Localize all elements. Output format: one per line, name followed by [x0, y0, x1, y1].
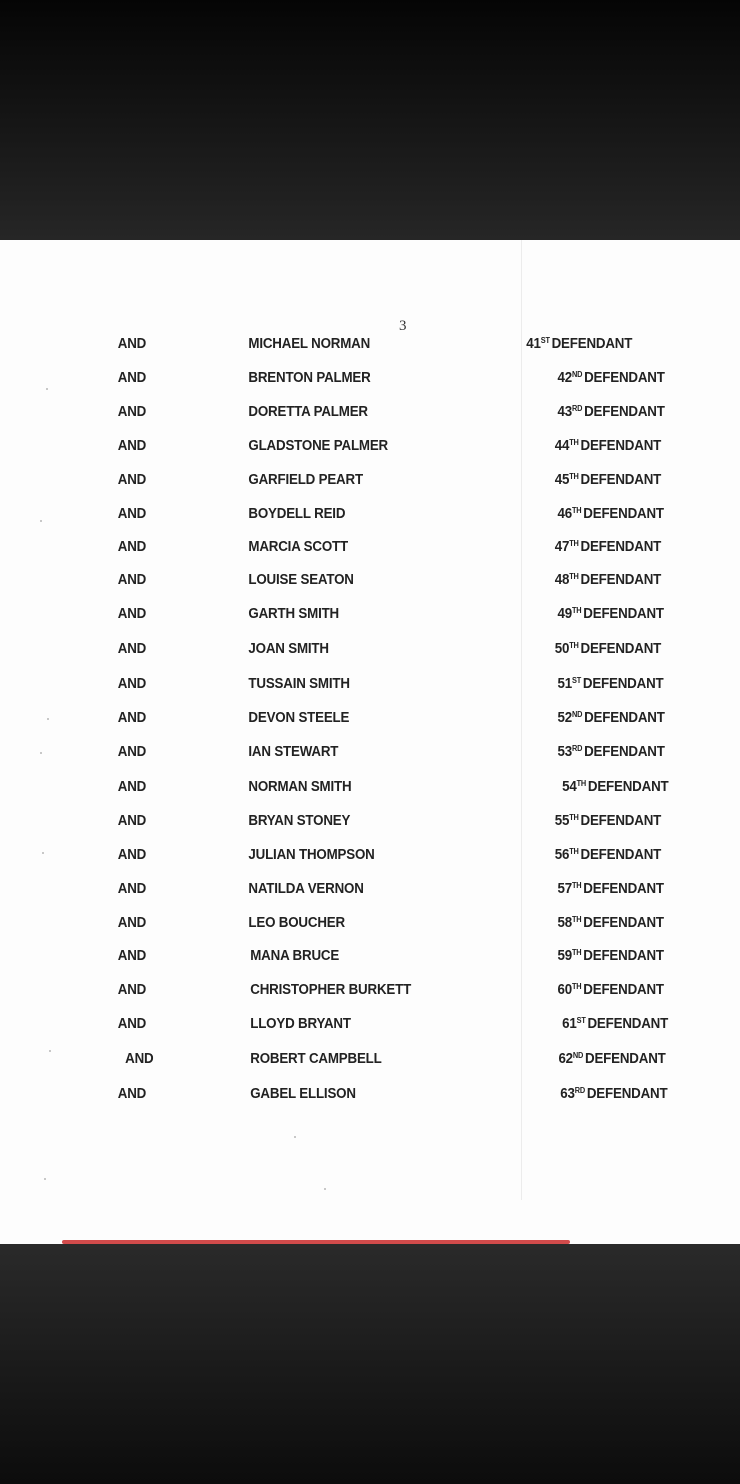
- party-conjunction: AND: [117, 336, 147, 352]
- party-number: 42: [557, 370, 572, 386]
- party-conjunction: AND: [117, 370, 147, 386]
- party-role: DEFENDANT: [580, 847, 662, 863]
- party-number: 63: [560, 1086, 575, 1102]
- party-conjunction: AND: [117, 881, 147, 897]
- party-row: [0, 641, 681, 663]
- ordinal-suffix: ND: [571, 710, 583, 719]
- party-role: DEFENDANT: [580, 472, 662, 488]
- party-conjunction: AND: [117, 539, 147, 555]
- ordinal-suffix: ST: [576, 1016, 586, 1025]
- party-row: [0, 539, 681, 561]
- party-name: GARTH SMITH: [248, 606, 340, 622]
- party-role: DEFENDANT: [584, 404, 665, 420]
- party-row: [0, 948, 681, 970]
- party-conjunction: AND: [117, 710, 147, 726]
- ordinal-suffix: TH: [569, 472, 579, 481]
- party-conjunction: AND: [117, 506, 147, 522]
- party-conjunction: AND: [117, 948, 147, 964]
- party-row: [0, 710, 681, 732]
- party-name: NATILDA VERNON: [248, 881, 364, 897]
- party-role: DEFENDANT: [583, 948, 664, 964]
- party-role: DEFENDANT: [587, 1016, 669, 1032]
- party-conjunction: AND: [117, 744, 147, 760]
- party-name: NORMAN SMITH: [248, 779, 352, 795]
- party-designation: [560, 1086, 667, 1102]
- party-name: IAN STEWART: [248, 744, 339, 760]
- party-designation: [555, 813, 661, 829]
- party-conjunction: AND: [117, 915, 147, 931]
- party-name: ROBERT CAMPBELL: [250, 1051, 382, 1067]
- page-number: 3: [399, 318, 407, 334]
- party-conjunction: AND: [117, 472, 147, 488]
- party-designation: [558, 606, 664, 622]
- party-role: DEFENDANT: [580, 572, 662, 588]
- ordinal-suffix: TH: [569, 438, 579, 447]
- party-number: 60: [557, 982, 572, 998]
- party-number: 51: [557, 676, 572, 692]
- party-conjunction: AND: [117, 982, 147, 998]
- ordinal-suffix: TH: [569, 847, 579, 856]
- party-name: LEO BOUCHER: [248, 915, 345, 931]
- ordinal-suffix: RD: [571, 404, 583, 413]
- party-designation: [526, 336, 632, 352]
- party-role: DEFENDANT: [583, 506, 664, 522]
- party-number: 55: [554, 813, 570, 829]
- top-letterbox: [0, 0, 740, 240]
- party-role: DEFENDANT: [583, 881, 664, 897]
- party-designation: [558, 404, 665, 420]
- party-role: DEFENDANT: [585, 1051, 666, 1067]
- party-name: DEVON STEELE: [248, 710, 350, 726]
- party-designation: [558, 744, 665, 760]
- party-designation: [555, 539, 661, 555]
- ordinal-suffix: ND: [572, 1051, 584, 1060]
- party-name: MANA BRUCE: [250, 948, 340, 964]
- party-role: DEFENDANT: [580, 539, 662, 555]
- party-number: 53: [557, 744, 572, 760]
- ordinal-suffix: TH: [569, 539, 579, 548]
- party-designation: [555, 572, 661, 588]
- party-name: BRENTON PALMER: [248, 370, 371, 386]
- ordinal-suffix: TH: [571, 606, 582, 615]
- party-row: [0, 915, 681, 937]
- party-designation: [562, 1016, 668, 1032]
- party-number: 48: [554, 572, 570, 588]
- party-name: BRYAN STONEY: [248, 813, 351, 829]
- party-number: 45: [554, 472, 570, 488]
- party-role: DEFENDANT: [583, 982, 664, 998]
- party-number: 58: [557, 915, 572, 931]
- party-name: JULIAN THOMPSON: [248, 847, 375, 863]
- party-number: 41: [526, 336, 541, 352]
- party-conjunction: AND: [117, 572, 147, 588]
- party-designation: [558, 915, 664, 931]
- party-number: 54: [562, 779, 577, 795]
- ordinal-suffix: TH: [569, 641, 579, 650]
- party-role: DEFENDANT: [584, 744, 665, 760]
- party-row: [0, 676, 681, 698]
- party-role: DEFENDANT: [583, 915, 664, 931]
- party-number: 59: [557, 948, 572, 964]
- party-row: [0, 472, 681, 494]
- party-designation: [555, 438, 661, 454]
- party-row: [0, 438, 681, 460]
- party-name: DORETTA PALMER: [248, 404, 368, 420]
- party-row: [0, 847, 681, 869]
- party-row: [0, 336, 681, 358]
- party-row: [0, 744, 681, 766]
- party-row: [0, 572, 681, 594]
- party-name: LLOYD BRYANT: [250, 1016, 351, 1032]
- party-row: [0, 1086, 681, 1108]
- party-role: DEFENDANT: [587, 779, 669, 795]
- party-number: 50: [554, 641, 570, 657]
- party-role: DEFENDANT: [586, 1086, 668, 1102]
- party-name: JOAN SMITH: [248, 641, 329, 657]
- party-row: [0, 404, 681, 426]
- party-designation: [558, 982, 664, 998]
- party-conjunction: AND: [117, 606, 147, 622]
- party-row: [0, 370, 681, 392]
- ordinal-suffix: RD: [571, 744, 583, 753]
- party-designation: [555, 641, 661, 657]
- ordinal-suffix: TH: [571, 915, 582, 924]
- ordinal-suffix: RD: [574, 1086, 586, 1095]
- party-role: DEFENDANT: [580, 813, 662, 829]
- party-designation: [558, 948, 664, 964]
- ordinal-suffix: TH: [571, 881, 582, 890]
- ordinal-suffix: TH: [571, 506, 582, 515]
- party-conjunction: AND: [117, 641, 147, 657]
- party-name: MICHAEL NORMAN: [248, 336, 371, 352]
- party-role: DEFENDANT: [584, 710, 665, 726]
- party-number: 56: [554, 847, 570, 863]
- party-conjunction: AND: [117, 1086, 147, 1102]
- party-number: 49: [557, 606, 572, 622]
- party-role: DEFENDANT: [551, 336, 633, 352]
- party-conjunction: AND: [125, 1051, 154, 1067]
- party-number: 44: [554, 438, 570, 454]
- party-row: [0, 779, 681, 801]
- party-row: [0, 1016, 681, 1038]
- party-row: [0, 606, 681, 628]
- party-conjunction: AND: [117, 438, 147, 454]
- party-designation: [558, 1051, 665, 1067]
- party-number: 52: [557, 710, 572, 726]
- party-role: DEFENDANT: [580, 438, 662, 454]
- ordinal-suffix: TH: [569, 572, 579, 581]
- party-row: [0, 881, 681, 903]
- party-designation: [558, 370, 665, 386]
- scan-speck: [44, 1178, 46, 1180]
- party-number: 57: [557, 881, 572, 897]
- party-row: [0, 506, 681, 528]
- party-role: DEFENDANT: [583, 606, 664, 622]
- party-name: TUSSAIN SMITH: [248, 676, 350, 692]
- party-conjunction: AND: [117, 404, 147, 420]
- ordinal-suffix: TH: [576, 779, 587, 788]
- party-name: GLADSTONE PALMER: [248, 438, 389, 454]
- scroll-indicator: [62, 1240, 570, 1244]
- party-name: GABEL ELLISON: [250, 1086, 356, 1102]
- party-number: 62: [558, 1051, 573, 1067]
- party-designation: [555, 472, 661, 488]
- ordinal-suffix: ST: [571, 676, 582, 685]
- party-designation: [555, 847, 661, 863]
- party-role: DEFENDANT: [582, 676, 664, 692]
- party-row: [0, 982, 681, 1004]
- party-conjunction: AND: [117, 779, 147, 795]
- party-row: [0, 813, 681, 835]
- party-designation: [558, 676, 664, 692]
- party-number: 43: [557, 404, 572, 420]
- scan-speck: [324, 1188, 326, 1190]
- party-number: 47: [554, 539, 570, 555]
- ordinal-suffix: TH: [571, 982, 582, 991]
- party-role: DEFENDANT: [584, 370, 665, 386]
- party-designation: [558, 881, 664, 897]
- ordinal-suffix: TH: [569, 813, 579, 822]
- party-designation: [558, 506, 664, 522]
- party-name: BOYDELL REID: [248, 506, 346, 522]
- party-name: GARFIELD PEART: [248, 472, 363, 488]
- party-conjunction: AND: [117, 813, 147, 829]
- party-name: LOUISE SEATON: [248, 572, 354, 588]
- party-designation: [558, 710, 665, 726]
- party-number: 61: [562, 1016, 577, 1032]
- party-conjunction: AND: [117, 1016, 147, 1032]
- party-name: CHRISTOPHER BURKETT: [250, 982, 412, 998]
- ordinal-suffix: TH: [571, 948, 582, 957]
- party-designation: [562, 779, 668, 795]
- party-name: MARCIA SCOTT: [248, 539, 348, 555]
- ordinal-suffix: ST: [540, 336, 550, 345]
- ordinal-suffix: ND: [571, 370, 583, 379]
- party-role: DEFENDANT: [580, 641, 662, 657]
- document-page: [0, 240, 740, 1244]
- party-conjunction: AND: [117, 847, 147, 863]
- party-number: 46: [557, 506, 572, 522]
- party-row: [0, 1051, 681, 1073]
- bottom-letterbox: [0, 1244, 740, 1484]
- scan-speck: [294, 1136, 296, 1138]
- party-conjunction: AND: [117, 676, 147, 692]
